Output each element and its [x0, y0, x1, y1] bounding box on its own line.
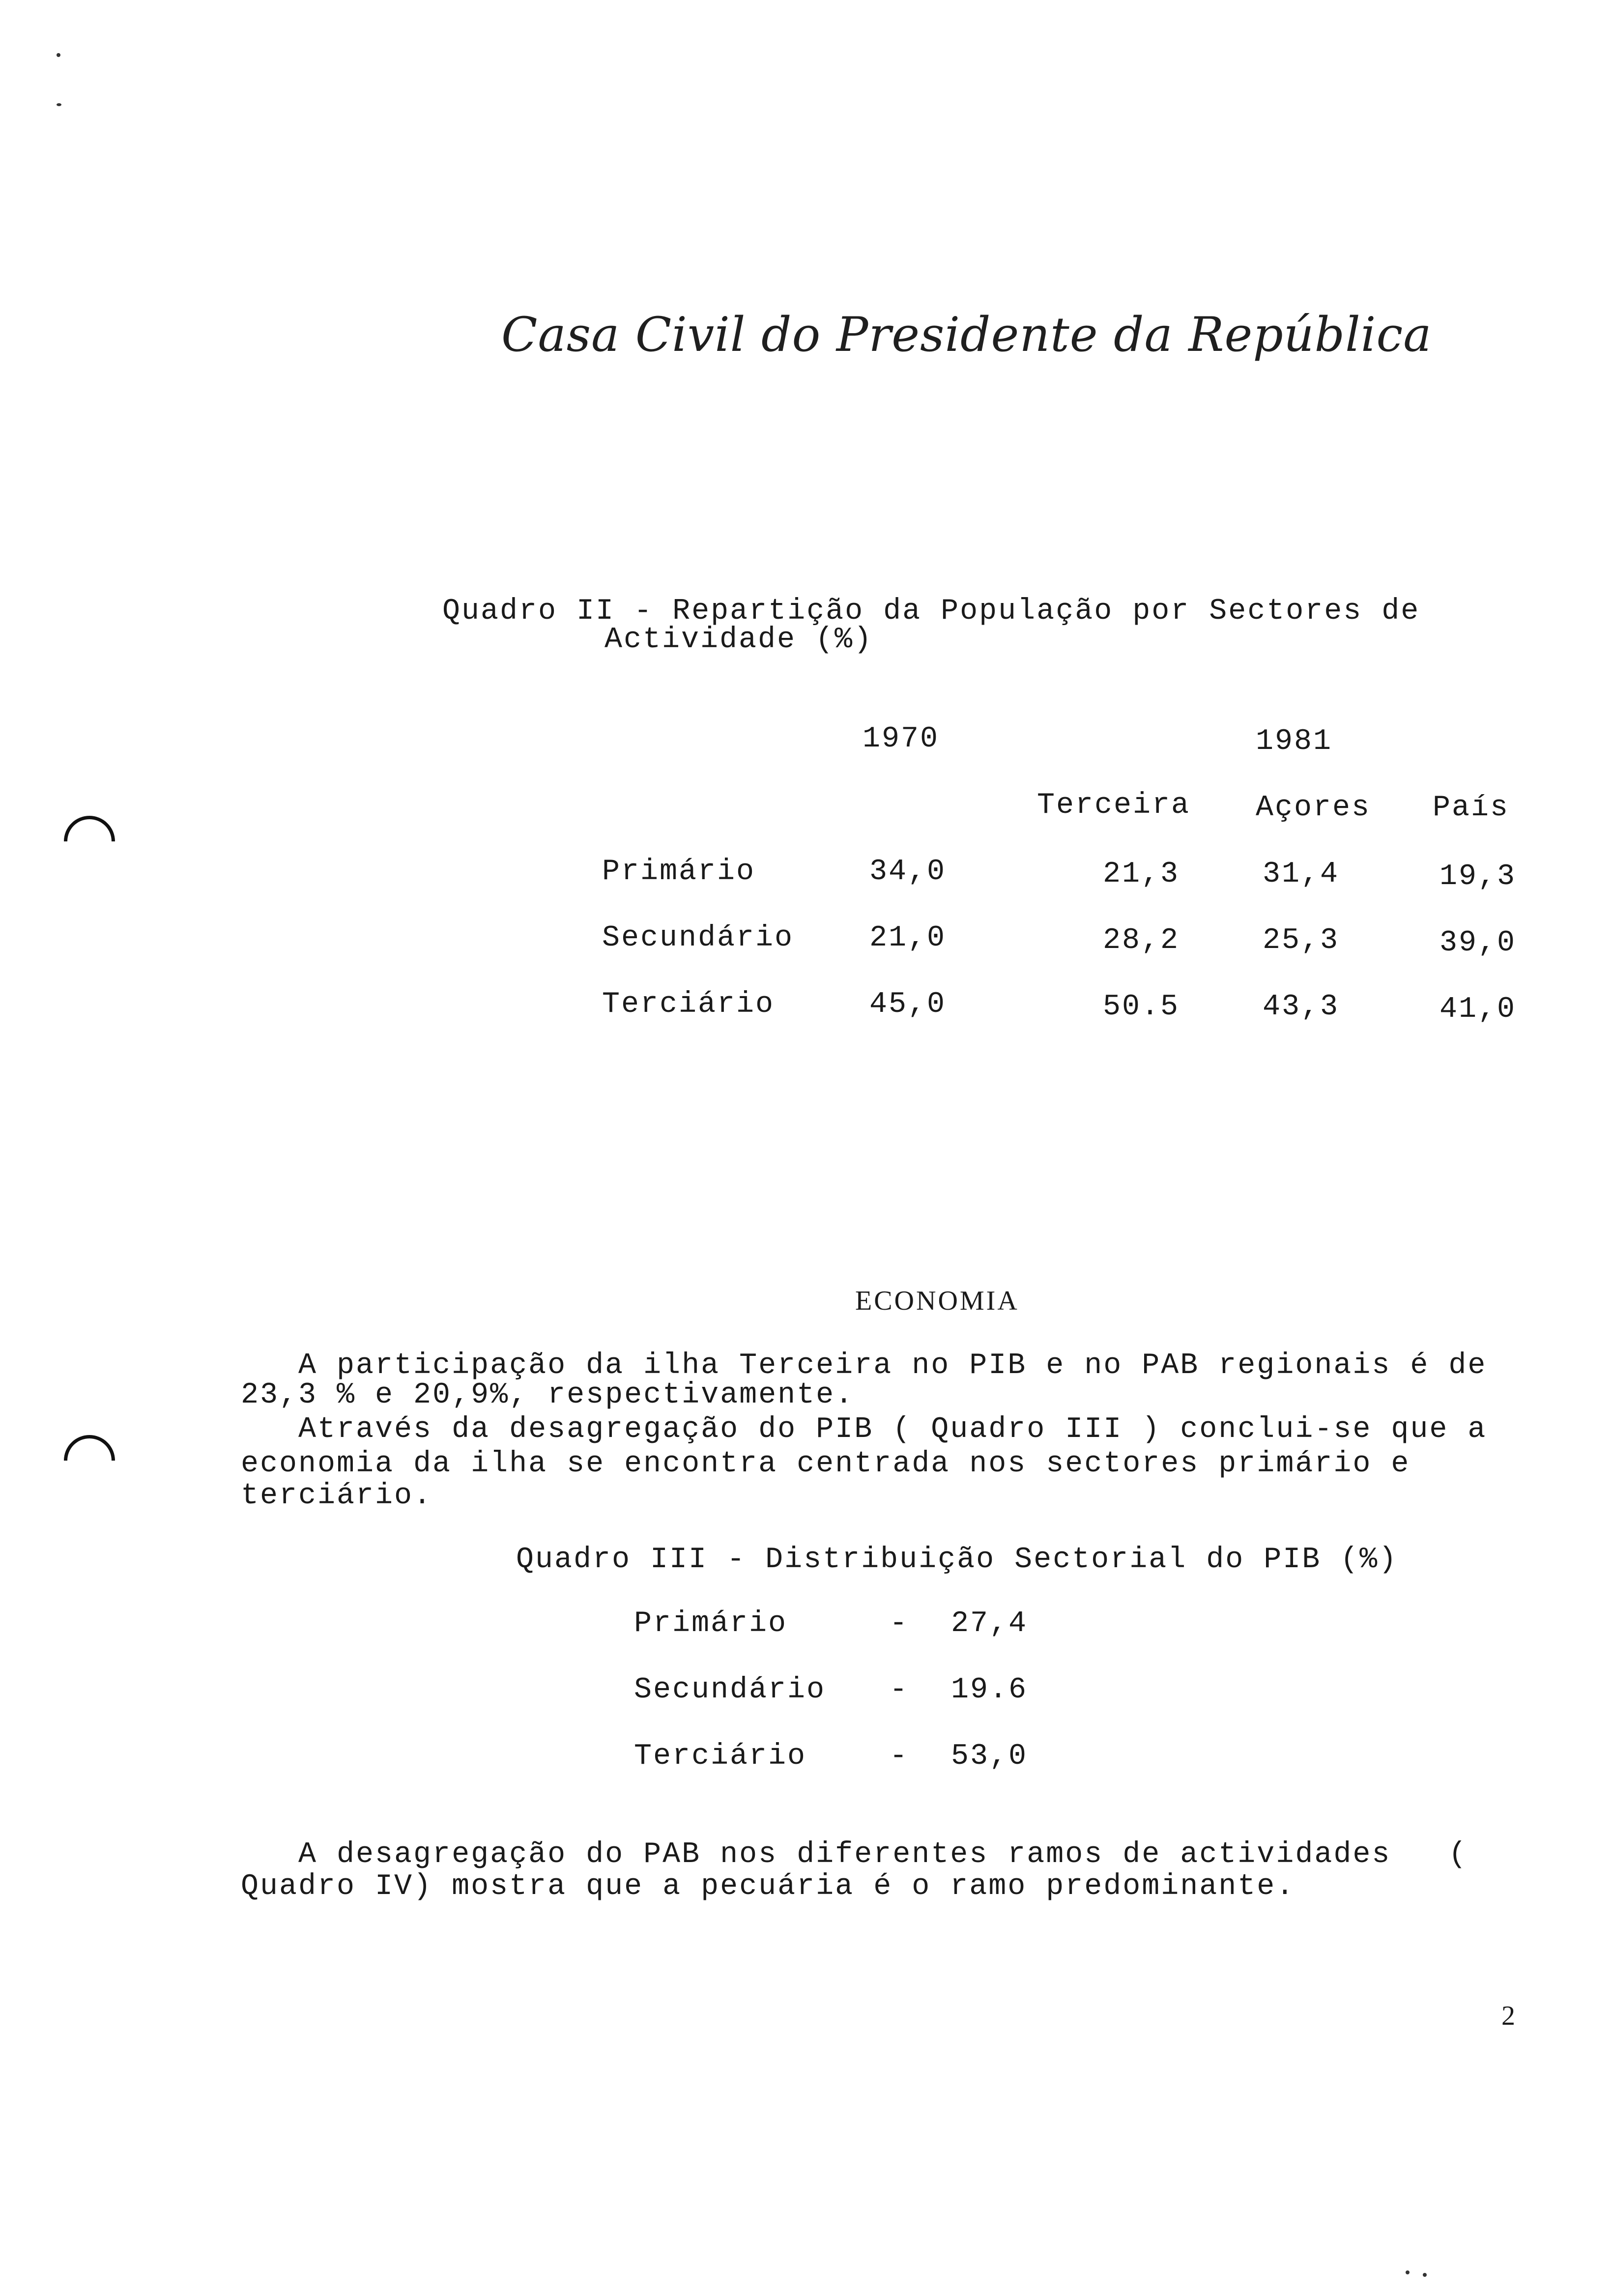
- margin-mark: [1423, 2273, 1427, 2277]
- paragraph-line: A participação da ilha Terceira no PIB e no PAB regionais é de: [241, 1349, 1487, 1382]
- year-1981-header: 1981: [1256, 725, 1333, 758]
- table-row-value: 27,4: [951, 1607, 1028, 1640]
- table-row-label: Terciário: [634, 1740, 807, 1773]
- table-cell-acores: 31,4: [1262, 858, 1339, 891]
- section-heading-economia: ECONOMIA: [855, 1286, 1019, 1316]
- punch-hole-mark: [53, 805, 125, 877]
- year-1970-header: 1970: [863, 722, 940, 756]
- table-row-dash: -: [890, 1607, 909, 1640]
- table-row-value: 53,0: [951, 1740, 1028, 1773]
- table-row-label: Secundário: [634, 1673, 826, 1707]
- paragraph-line: 23,3 % e 20,9%, respectivamente.: [241, 1378, 855, 1412]
- quadro3-title: Quadro III - Distribuição Sectorial do PIB (%): [516, 1543, 1398, 1577]
- quadro2-title-line1: Quadro II - Repartição da População por Sectores de: [442, 595, 1420, 628]
- paragraph-line: A desagregação do PAB nos diferentes ramos de actividades (: [241, 1838, 1468, 1871]
- table-cell-pais: 19,3: [1439, 860, 1516, 893]
- table-row-label: Primário: [602, 855, 756, 889]
- table-cell-terceira: 28,2: [1102, 924, 1180, 957]
- table-row-label: Secundário: [602, 921, 794, 955]
- table-row-dash: -: [890, 1673, 909, 1707]
- table-cell-1970: 45,0: [869, 988, 946, 1021]
- margin-mark: [57, 103, 61, 106]
- table-cell-1970: 21,0: [869, 921, 946, 955]
- table-cell-acores: 43,3: [1262, 990, 1339, 1024]
- table-cell-terceira: 50.5: [1102, 990, 1180, 1024]
- table-cell-pais: 39,0: [1439, 926, 1516, 960]
- table-row-value: 19.6: [951, 1673, 1028, 1707]
- table-row-label: Primário: [634, 1607, 788, 1640]
- paragraph-line: economia da ilha se encontra centrada nos sectores primário e: [241, 1447, 1410, 1481]
- table-cell-pais: 41,0: [1439, 993, 1516, 1026]
- margin-mark: [57, 53, 60, 57]
- paragraph-line: Através da desagregação do PIB ( Quadro III ) conclui-se que a: [241, 1413, 1487, 1446]
- quadro2-title-line2: Actividade (%): [604, 623, 873, 657]
- table-cell-acores: 25,3: [1262, 924, 1339, 957]
- margin-mark: [1406, 2270, 1410, 2274]
- col-terceira-header: Terceira: [1037, 789, 1191, 822]
- col-pais-header: País: [1433, 791, 1510, 825]
- letterhead: Casa Civil do Presidente da República: [501, 307, 1432, 362]
- table-row-dash: -: [890, 1740, 909, 1773]
- col-acores-header: Açores: [1256, 791, 1371, 825]
- table-cell-1970: 34,0: [869, 855, 946, 889]
- page-number: 2: [1501, 2001, 1515, 2031]
- paragraph-line: Quadro IV) mostra que a pecuária é o ramo predominante.: [241, 1870, 1295, 1903]
- table-cell-terceira: 21,3: [1102, 858, 1180, 891]
- paragraph-line: terciário.: [241, 1479, 433, 1513]
- punch-hole-mark: [53, 1424, 125, 1496]
- table-row-label: Terciário: [602, 988, 775, 1021]
